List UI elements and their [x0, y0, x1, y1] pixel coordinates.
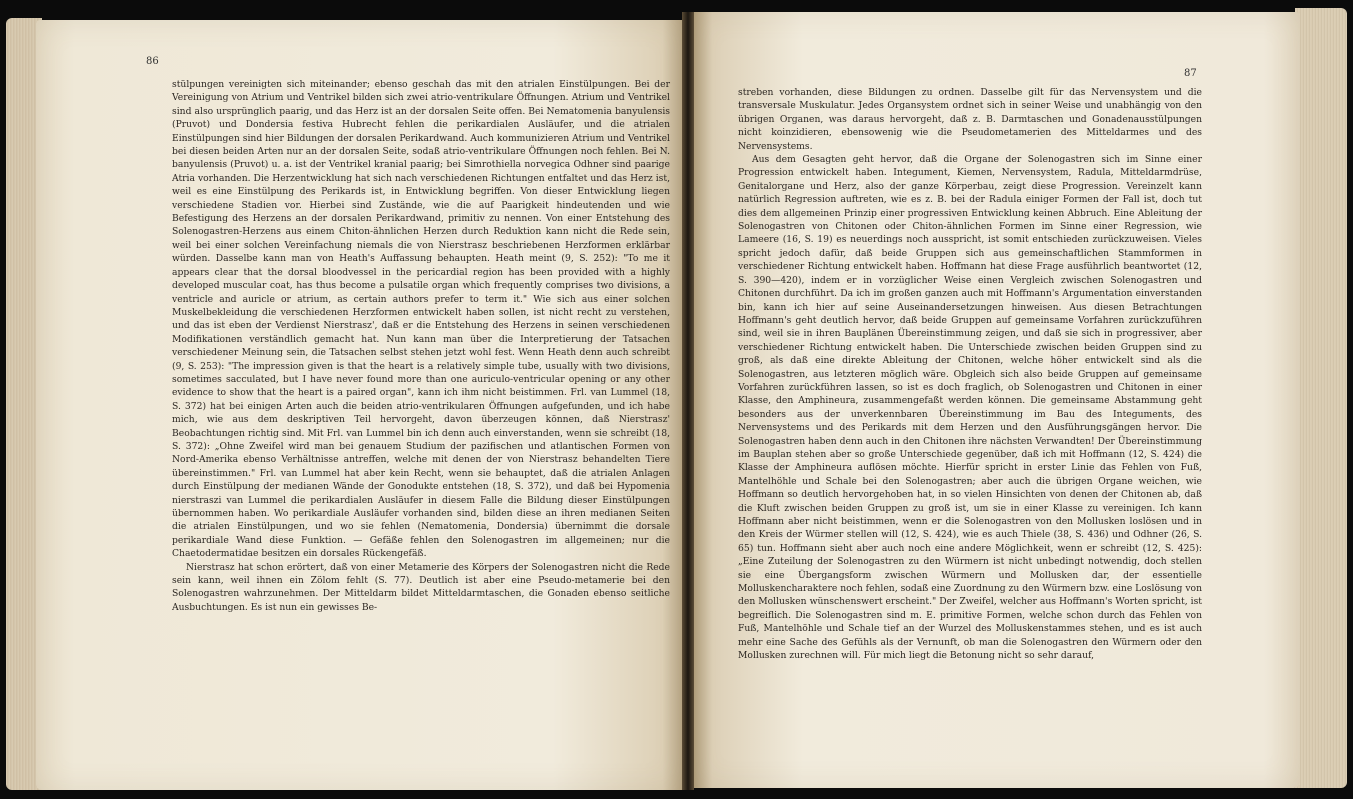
- paragraph: streben vorhanden, diese Bildungen zu ordnen. Dasselbe gilt für das Nervensystem und die transversale Muskulatur. Jedes Organsystem ordnet sich in seiner Weise und unabhängig von den übrigen Organen, was daraus hervorgeht, daß z. B. Darmtaschen und Gonadenausstülpungen nicht koinzidieren, ebensowenig wie die Pseudometamerien des Mitteldarmes und des Nervensystems.: [738, 87, 1202, 152]
- right-page-number: 87: [1184, 68, 1197, 79]
- paragraph: Aus dem Gesagten geht hervor, daß die Organe der Solenogastren sich im Sinne einer Progression entwickelt haben. Integument, Kiemen, Nervensystem, Radula, Mitteldarmdrüse, Genitalorgane und Herz, also der ganze Körperbau, zeigt diese Progression. Vereinzelt kann natürlich Regression auftreten, wie es z. B. bei der Radula einiger Formen der Fall ist, doch tut dies dem allgemeinen Prinzip einer progressiven Entwicklung keinen Abbruch. Eine Ableitung der Solenogastren von Chitonen oder Chiton-ähnlichen Formen im Sinne einer Regression, wie Lameere (16, S. 19) es neuerdings noch ausspricht, ist somit entschieden zurückzuweisen. Vieles spricht jedoch dafür, daß beide Gruppen sich aus gemeinschaftlichen Stammformen in verschiedener Richtung entwickelt haben. Hoffmann hat diese Frage ausführlich beantwortet (12, S. 390—420), indem er in vorzüglicher Weise einen Vergleich zwischen Solenogastren und Chitonen durchführt. Da ich im großen ganzen auch mit Hoffmann's Argumentation einverstanden bin, kann ich hier auf seine Auseinandersetzungen hinweisen. Aus diesen Betrachtungen Hoffmann's geht deutlich hervor, daß beide Gruppen auf gemeinsame Vorfahren zurückzuführen sind, weil sie in ihren Bauplänen Übereinstimmung zeigen, und daß sie sich in progressiver, aber verschiedener Richtung entwickelt haben. Die Unterschiede zwischen beiden Gruppen sind zu groß, als daß eine direkte Ableitung der Chitonen, welche höher entwickelt sind als die Solenogastren, aus letzteren möglich wäre. Obgleich sich also beide Gruppen auf gemeinsame Vorfahren zurückführen lassen, so ist es doch fraglich, ob Solenogastren und Chitonen in einer Klasse, den Amphineura, zusammengefaßt werden können. Die gemeinsame Abstammung geht besonders aus der unverkennbaren Übereinstimmung im Bau des Integuments, des Nervensystems und des Perikards mit dem Herzen und den Ausführungsgängen hervor. Die Solenogastren haben denn auch in den Chitonen ihre nächsten Verwandten! Der Übereinstimmung im Bauplan stehen aber so große Unterschiede gegenüber, daß ich mit Hoffmann (12, S. 424) die Klasse der Amphineura auflösen möchte. Hierfür spricht in erster Linie das Fehlen von Fuß, Mantelhöhle und Schale bei den Solenogastren; aber auch die übrigen Organe weichen, wie Hoffmann so deutlich hervorgehoben hat, in so vielen Hinsichten von denen der Chitonen ab, daß die Kluft zwischen beiden Gruppen zu groß ist, um sie in einer Klasse zu vereinigen. Ich kann Hoffmann aber nicht beistimmen, wenn er die Solenogastren von den Mollusken loslösen und in den Kreis der Würmer stellen will (12, S. 424), wie es auch Thiele (38, S. 436) und Odhner (26, S. 65) tun. Hoffmann sieht aber auch noch eine andere Möglichkeit, wenn er schreibt (12, S. 425): „Eine Zuteilung der Solenogastren zu den Würmern ist nicht unbedingt notwendig, doch stellen sie eine Übergangsform zwischen Würmern und Mollusken dar, der essentielle Molluskencharaktere noch fehlen, sodaß eine Zuordnung zu den Würmern bzw. eine Loslösung von den Mollusken wünschenswert erscheint." Der Zweifel, welcher aus Hoffmann's Worten spricht, ist begreiflich. Die Solenogastren sind m. E. primitive Formen, welche schon durch das Fehlen von Fuß, Mantelhöhle und Schale tief an der Wurzel des Molluskenstammes stehen, und es ist auch mehr eine Sache des Gefühls als der Vernunft, ob man die Solenogastren den Würmern oder den Mollusken zurechnen will. Für mich liegt die Betonung nicht so sehr darauf,: [738, 154, 1202, 662]
- paragraph: Nierstrasz hat schon erörtert, daß von einer Metamerie des Körpers der Solenogastren nicht die Rede sein kann, weil ihnen ein Zölom fehlt (S. 77). Deutlich ist aber eine Pseudo-metamerie bei den Solenogastren wahrzunehmen. Der Mitteldarm bildet Mitteldarmtaschen, die Gonaden ebenso seitliche Ausbuchtungen. Es ist nun ein gewisses Be-: [172, 561, 670, 613]
- paragraph: stülpungen vereinigten sich miteinander; ebenso geschah das mit den atrialen Einstülpungen. Bei der Vereinigung von Atrium und Ventrikel bilden sich zwei atrio-ventrikulare Öffnungen. Atrium und Ventrikel sind also ursprünglich paarig, und das Herz ist an der dorsalen Seite offen. Bei Nematomenia banyulensis (Pruvot) und Dondersia festiva Hubrecht fehlen die perikardialen Ausläufer, und die atrialen Einstülpungen sind hier Bildungen der dorsalen Perikardwand. Auch kommunizieren Atrium und Ventrikel bei diesen beiden Arten nur an der dorsalen Seite, sodaß atrio-ventrikulare Öffnungen noch fehlen. Bei N. banyulensis (Pruvot) u. a. ist der Ventrikel kranial paarig; bei Simrothiella norvegica Odhner sind paarige Atria vorhanden. Die Herzentwicklung hat sich nach verschiedenen Richtungen entfaltet und das Herz ist, weil es eine Einstülpung des Perikards ist, in Entwicklung begriffen. Von dieser Entwicklung liegen verschiedene Stadien vor. Hierbei sind Zustände, wie die auf Paarigkeit hindeutenden und wie Befestigung des Herzens an der dorsalen Perikardwand, primitiv zu nennen. Von einer Entstehung des Solenogastren-Herzens aus einem Chiton-ähnlichen Herzen durch Reduktion kann nicht die Rede sein, weil bei einer solchen Vereinfachung niemals die von Nierstrasz beschriebenen Herzformen erklärbar würden. Dasselbe kann man von Heath's Auffassung behaupten. Heath meint (9, S. 252): "To me it appears clear that the dorsal bloodvessel in the pericardial region has been provided with a highly developed muscular coat, has thus become a pulsatile organ which frequently comprises two divisions, a ventricle and auricle or atrium, as certain authors prefer to term it." Wie sich aus einer solchen Muskelbekleidung die verschiedenen Herzformen entwickelt haben sollen, ist nicht recht zu verstehen, und das ist eben der Verdienst Nierstrasz', daß er die Entstehung des Herzens in seinen verschiedenen Modifikationen verständlich gemacht hat. Nun kann man über die Interpretierung der Tatsachen verschiedener Meinung sein, die Tatsachen selbst stehen jetzt wohl fest. Wenn Heath denn auch schreibt (9, S. 253): "The impression given is that the heart is a relatively simple tube, usually with two divisions, sometimes sacculated, but I have never found more than one auriculo-ventricular opening or any other evidence to show that the heart is a paired organ", kann ich ihm nicht beistimmen. Frl. van Lummel (18, S. 372) hat bei einigen Arten auch die beiden atrio-ventrikularen Öffnungen aufgefunden, und ich habe mich, wie aus dem deskriptiven Teil hervorgeht, davon überzeugen können, daß Nierstrasz' Beobachtungen richtig sind. Mit Frl. van Lummel bin ich denn auch einverstanden, wenn sie schreibt (18, S. 372): „Ohne Zweifel wird man bei genauem Studium der pazifischen und atlantischen Formen von Nord-Amerika ebenso Verhältnisse antreffen, welche mit denen der von Nierstrasz behandelten Tiere übereinstimmen." Frl. van Lummel hat aber kein Recht, wenn sie behauptet, daß die atrialen Anlagen durch Einstülpung der medianen Wände der Gonodukte entstehen (18, S. 372), und daß bei Hypomenia nierstraszi van Lummel die perikardialen Ausläufer in diesem Falle die Bildung dieser Einstülpungen übernommen haben. Wo perikardiale Ausläufer vorhanden sind, bilden diese an ihren medianen Seiten die atrialen Einstülpungen, und wo sie fehlen (Nematomenia, Dondersia) übernimmt die dorsale perikardiale Wand diese Funktion. — Gefäße fehlen den Solenogastren im allgemeinen; nur die Chaetodermatidae besitzen ein dorsales Rückengefäß.: [172, 79, 670, 560]
- right-page-edges: [1295, 8, 1347, 788]
- book-gutter: [682, 12, 694, 790]
- left-page-number: 86: [146, 56, 159, 67]
- left-page-text: [172, 78, 670, 614]
- right-page-text: [738, 86, 1202, 662]
